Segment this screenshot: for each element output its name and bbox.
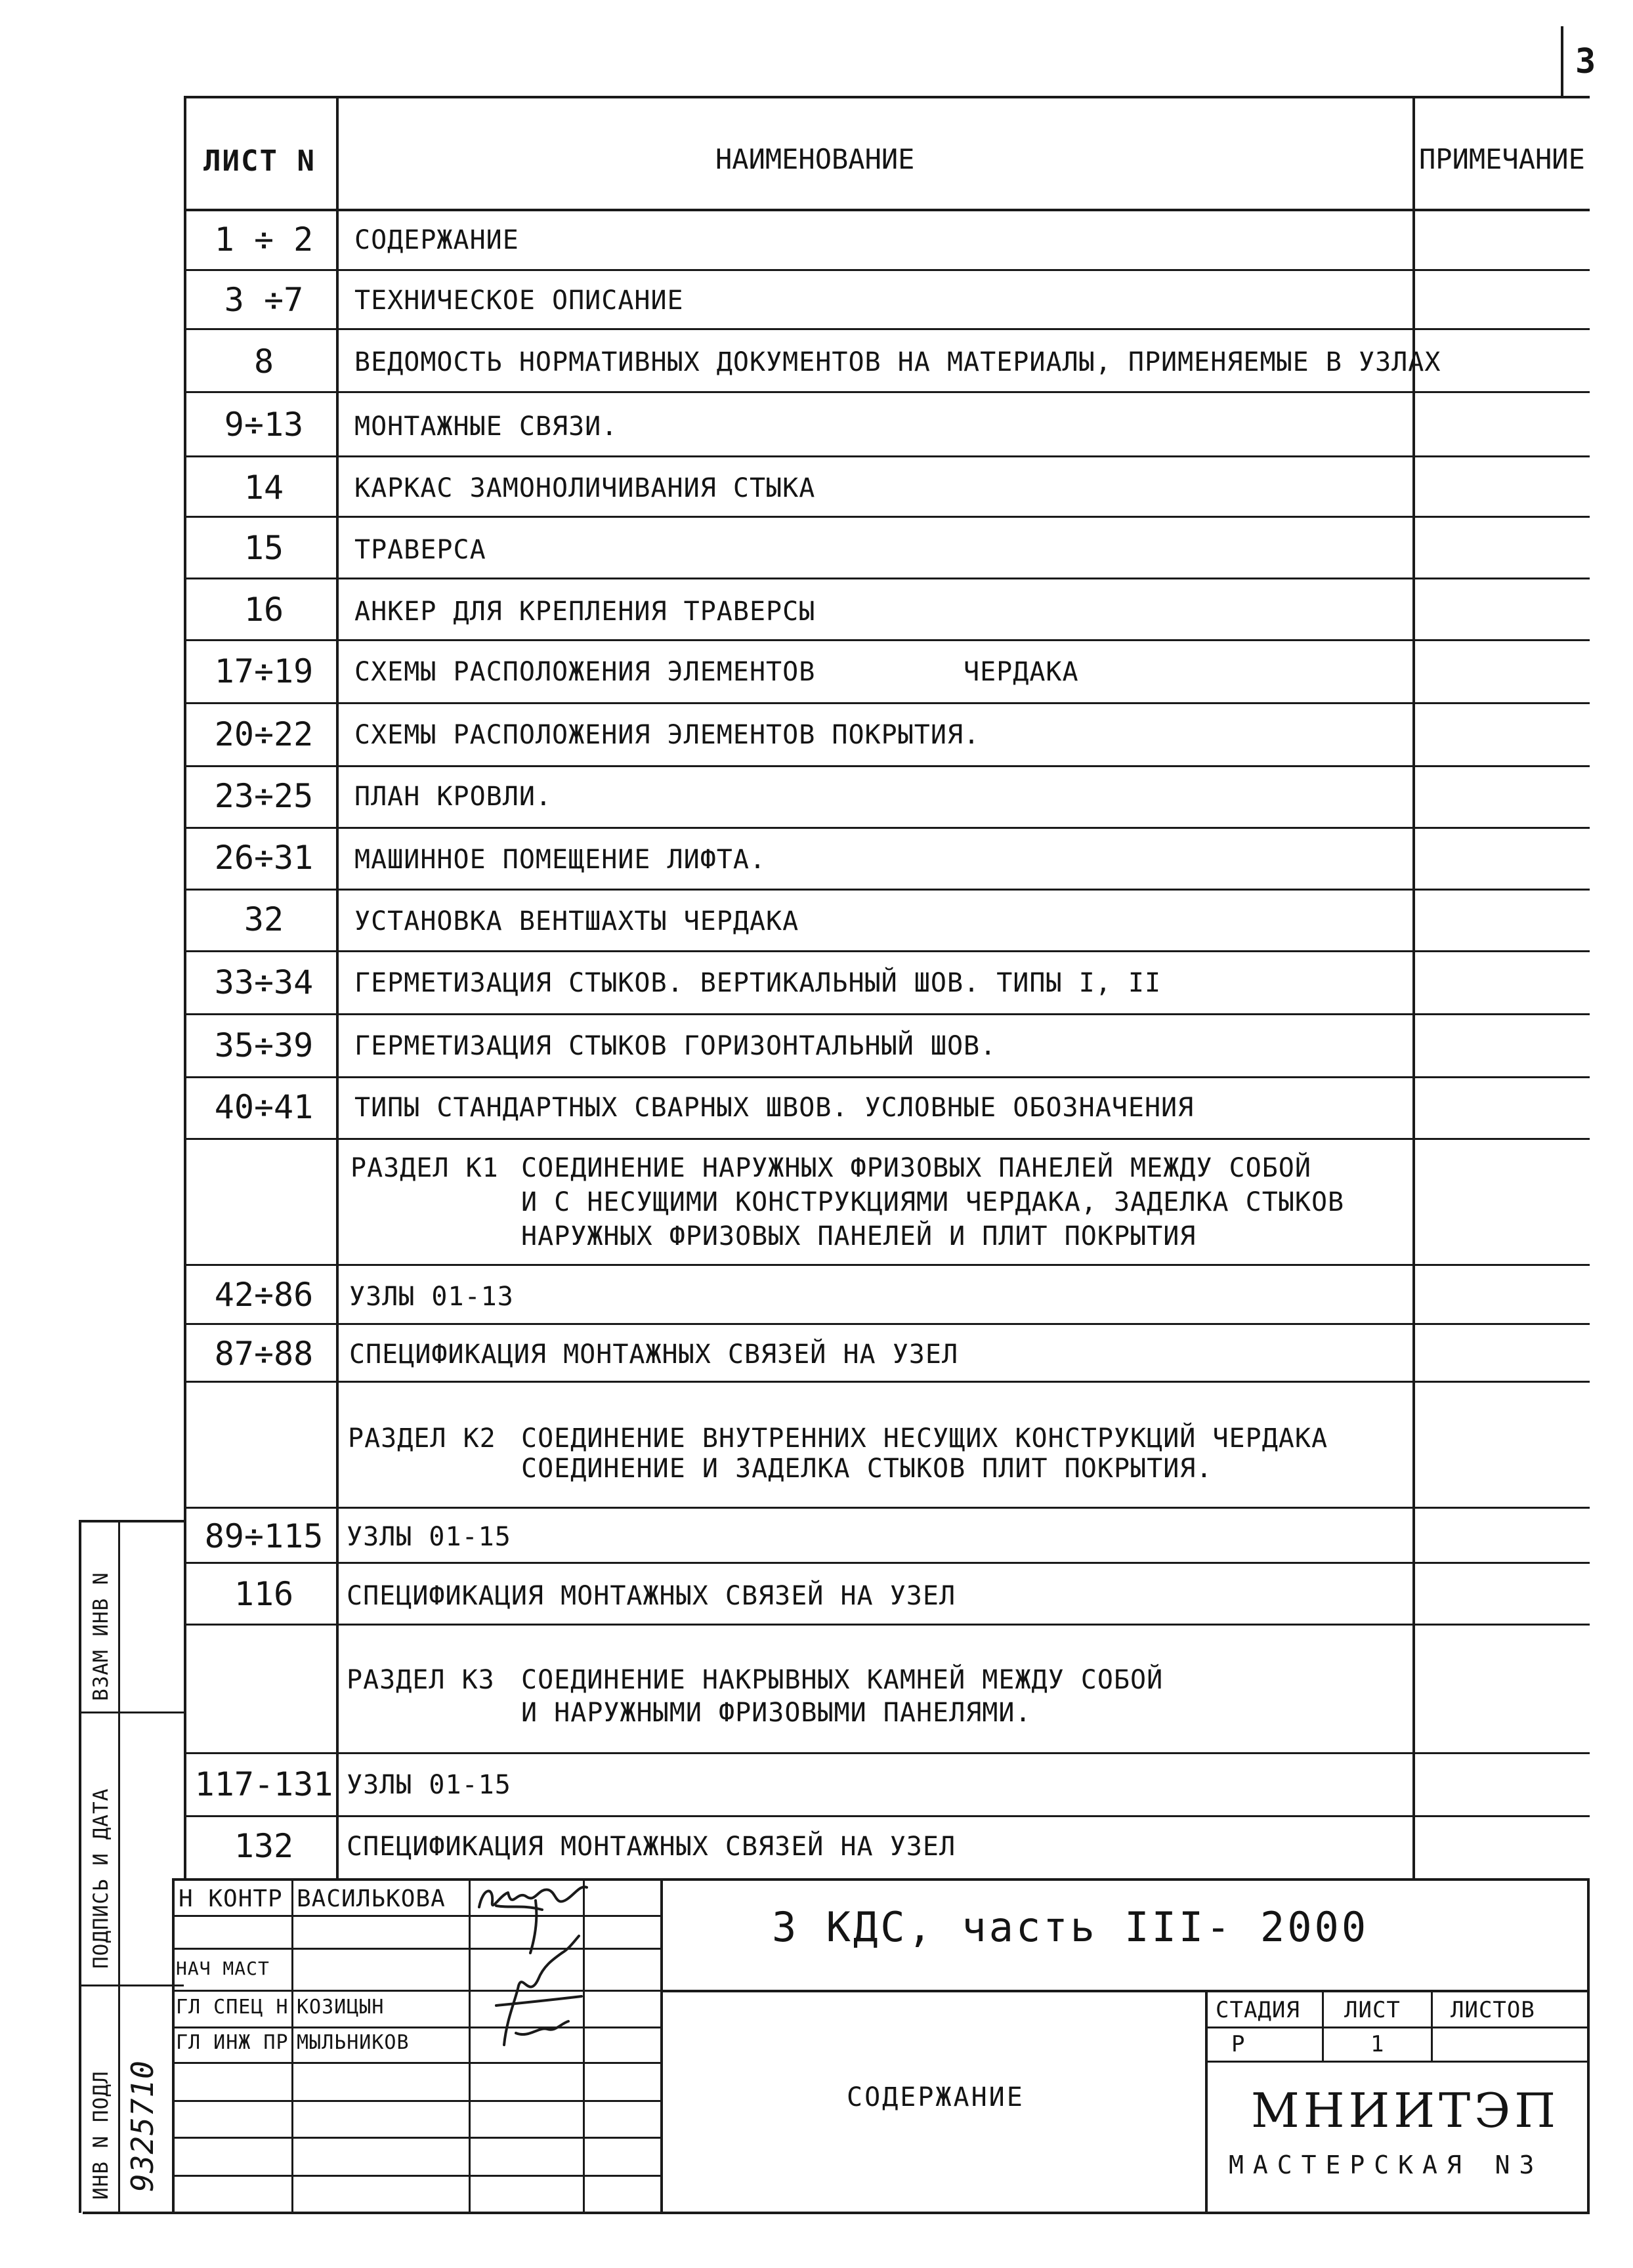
section-label: РАЗДЕЛ К3 xyxy=(347,1665,495,1695)
row-separator xyxy=(185,1076,1590,1078)
row-sheet: 8 xyxy=(253,343,274,381)
header-bottom-border xyxy=(185,209,1590,211)
side-stamp-divider xyxy=(118,1520,120,2213)
section-line: И НАРУЖНЫМИ ФРИЗОВЫМИ ПАНЕЛЯМИ. xyxy=(521,1698,1032,1728)
row-separator xyxy=(185,578,1590,579)
row-sheet: 23÷25 xyxy=(214,777,314,815)
staff-role: Н КОНТР xyxy=(179,1885,283,1912)
row-sheet: 33÷34 xyxy=(214,963,314,1001)
row-name: МОНТАЖНЫЕ СВЯЗИ. xyxy=(354,411,618,442)
title-block-right-border xyxy=(1587,1878,1590,2213)
header-sheet-number: ЛИСТ N xyxy=(203,144,316,178)
row-name: УСТАНОВКА ВЕНТШАХТЫ ЧЕРДАКА xyxy=(354,906,799,936)
row-name: АНКЕР ДЛЯ КРЕПЛЕНИЯ ТРАВЕРСЫ xyxy=(354,597,816,627)
row-name: СПЕЦИФИКАЦИЯ МОНТАЖНЫХ СВЯЗЕЙ НА УЗЕЛ xyxy=(349,1339,959,1370)
row-name: УЗЛЫ 01-13 xyxy=(349,1282,514,1312)
row-sheet: 20÷22 xyxy=(214,715,314,753)
row-sheet: 117-131 xyxy=(194,1765,333,1803)
staff-name: ВАСИЛЬКОВА xyxy=(297,1885,446,1912)
sheet-label: ЛИСТ xyxy=(1344,1997,1401,2023)
row-sheet: 14 xyxy=(244,469,284,507)
staff-row-separator xyxy=(172,2137,660,2139)
row-sheet: 116 xyxy=(234,1575,294,1613)
title-block-left-border xyxy=(172,1878,175,2213)
stage-value: Р xyxy=(1231,2031,1246,2057)
row-name: ТИПЫ СТАНДАРТНЫХ СВАРНЫХ ШВОВ. УСЛОВНЫЕ ОБОЗНАЧЕНИЯ xyxy=(354,1093,1195,1123)
title-block-mid-border xyxy=(660,1990,1588,1992)
row-name: ТРАВЕРСА xyxy=(354,535,486,565)
row-name: ПЛАН КРОВЛИ. xyxy=(354,782,552,812)
row-name: СХЕМЫ РАСПОЛОЖЕНИЯ ЭЛЕМЕНТОВ ПОКРЫТИЯ. xyxy=(354,720,981,750)
stage-col-divider xyxy=(1322,1990,1324,2061)
organization: МНИИТЭП xyxy=(1251,2083,1559,2138)
table-left-border xyxy=(184,96,186,1880)
section-line: СОЕДИНЕНИЕ НАКРЫВНЫХ КАМНЕЙ МЕЖДУ СОБОЙ xyxy=(521,1665,1164,1695)
row-separator xyxy=(185,455,1590,457)
row-separator xyxy=(185,889,1590,891)
row-sheet: 32 xyxy=(244,900,284,938)
row-sheet: 17÷19 xyxy=(214,652,314,690)
row-separator xyxy=(185,391,1590,393)
row-separator xyxy=(185,827,1590,829)
row-name: СПЕЦИФИКАЦИЯ МОНТАЖНЫХ СВЯЗЕЙ НА УЗЕЛ xyxy=(347,1832,956,1862)
row-sheet: 87÷88 xyxy=(214,1335,314,1373)
row-name: ГЕРМЕТИЗАЦИЯ СТЫКОВ ГОРИЗОНТАЛЬНЫЙ ШОВ. xyxy=(354,1031,997,1061)
staff-block-right-border xyxy=(660,1878,663,2213)
row-sheet: 35÷39 xyxy=(214,1026,314,1064)
row-sheet: 15 xyxy=(244,529,284,567)
section-label: РАЗДЕЛ К1 xyxy=(350,1153,499,1183)
row-name-extra: ЧЕРДАКА xyxy=(964,657,1079,687)
row-sheet: 132 xyxy=(234,1827,294,1865)
sheet-title-divider xyxy=(1205,1990,1208,2213)
section-line: СОЕДИНЕНИЕ И ЗАДЕЛКА СТЫКОВ ПЛИТ ПОКРЫТИЯ. xyxy=(521,1454,1213,1484)
replace-inv-label: ВЗАМ ИНВ N xyxy=(89,1572,113,1701)
row-separator xyxy=(185,1624,1590,1626)
staff-role: ГЛ СПЕЦ Н xyxy=(176,1996,289,2019)
row-separator xyxy=(185,1381,1590,1383)
workshop: МАСТЕРСКАЯ N3 xyxy=(1229,2151,1544,2179)
row-sheet: 26÷31 xyxy=(214,839,314,877)
row-name: ВЕДОМОСТЬ НОРМАТИВНЫХ ДОКУМЕНТОВ НА МАТЕРИАЛЫ, ПРИМЕНЯЕМЫЕ В УЗЛАХ xyxy=(354,347,1441,377)
row-separator xyxy=(185,1323,1590,1325)
row-separator xyxy=(185,1815,1590,1817)
staff-col-divider xyxy=(291,1878,293,2213)
row-separator xyxy=(185,702,1590,704)
signatures xyxy=(470,1881,595,2071)
row-separator xyxy=(185,950,1590,952)
sheet-title: СОДЕРЖАНИЕ xyxy=(847,2082,1025,2112)
staff-role: НАЧ МАСТ xyxy=(176,1958,270,1979)
side-stamp-separator xyxy=(79,1984,184,1986)
row-separator xyxy=(185,1752,1590,1754)
row-sheet: 89÷115 xyxy=(204,1517,324,1555)
section-line: СОЕДИНЕНИЕ НАРУЖНЫХ ФРИЗОВЫХ ПАНЕЛЕЙ МЕЖДУ СОБОЙ xyxy=(521,1153,1311,1183)
side-stamp-top xyxy=(79,1520,184,1522)
project-code: 3 КДС, часть III- 2000 xyxy=(772,1903,1369,1951)
row-sheet: 1 ÷ 2 xyxy=(214,220,314,259)
row-separator xyxy=(185,1264,1590,1266)
row-name: СОДЕРЖАНИЕ xyxy=(354,225,519,255)
section-line: СОЕДИНЕНИЕ ВНУТРЕННИХ НЕСУЩИХ КОНСТРУКЦИЙ ЧЕРДАКА xyxy=(521,1423,1328,1454)
row-separator xyxy=(185,269,1590,271)
row-separator xyxy=(185,516,1590,518)
section-label: РАЗДЕЛ К2 xyxy=(348,1423,496,1454)
inv-number-label: ИНВ N ПОДЛ xyxy=(89,2070,113,2200)
section-line: НАРУЖНЫХ ФРИЗОВЫХ ПАНЕЛЕЙ И ПЛИТ ПОКРЫТИЯ xyxy=(521,1221,1197,1251)
row-name: ГЕРМЕТИЗАЦИЯ СТЫКОВ. ВЕРТИКАЛЬНЫЙ ШОВ. ТИПЫ I, II xyxy=(354,968,1162,998)
sheets-label: ЛИСТОВ xyxy=(1451,1997,1535,2023)
row-separator xyxy=(185,639,1590,641)
staff-name: КОЗИЦЫН xyxy=(297,1996,385,2019)
row-name: УЗЛЫ 01-15 xyxy=(347,1770,511,1800)
staff-row-separator xyxy=(172,2175,660,2177)
row-separator xyxy=(185,1507,1590,1509)
title-block-bottom-border xyxy=(83,2212,1590,2214)
row-separator xyxy=(185,1013,1590,1015)
table-top-border xyxy=(185,96,1590,98)
signature-date-label: ПОДПИСЬ И ДАТА xyxy=(89,1788,113,1969)
row-separator xyxy=(185,765,1590,767)
inv-number-value: 9325710 xyxy=(125,2060,160,2192)
row-sheet: 42÷86 xyxy=(214,1276,314,1314)
row-name: УЗЛЫ 01-15 xyxy=(347,1522,511,1552)
row-name: КАРКАС ЗАМОНОЛИЧИВАНИЯ СТЫКА xyxy=(354,473,816,503)
row-sheet: 16 xyxy=(244,591,284,629)
staff-name: МЫЛЬНИКОВ xyxy=(297,2031,410,2054)
side-stamp-left-border xyxy=(79,1520,81,2213)
row-sheet: 3 ÷7 xyxy=(224,281,304,319)
row-separator xyxy=(185,328,1590,330)
page-number-divider xyxy=(1561,26,1563,97)
staff-row-separator xyxy=(172,2100,660,2102)
staff-role: ГЛ ИНЖ ПР xyxy=(176,2031,289,2054)
side-stamp-separator xyxy=(79,1712,184,1713)
stage-label: СТАДИЯ xyxy=(1216,1997,1300,2023)
stage-col-divider xyxy=(1431,1990,1433,2061)
header-name: НАИМЕНОВАНИЕ xyxy=(715,143,915,175)
row-name: СХЕМЫ РАСПОЛОЖЕНИЯ ЭЛЕМЕНТОВ xyxy=(354,657,816,687)
row-separator xyxy=(185,1562,1590,1564)
row-name: СПЕЦИФИКАЦИЯ МОНТАЖНЫХ СВЯЗЕЙ НА УЗЕЛ xyxy=(347,1581,956,1611)
row-sheet: 9÷13 xyxy=(224,406,304,444)
header-note: ПРИМЕЧАНИЕ xyxy=(1419,143,1585,175)
stage-row-separator xyxy=(1205,2026,1588,2028)
page-number: 3 xyxy=(1575,42,1596,81)
sheet-value: 1 xyxy=(1370,2031,1385,2057)
row-sheet: 40÷41 xyxy=(214,1088,314,1126)
row-name: МАШИННОЕ ПОМЕЩЕНИЕ ЛИФТА. xyxy=(354,845,767,875)
section-line: И С НЕСУЩИМИ КОНСТРУКЦИЯМИ ЧЕРДАКА, ЗАДЕЛКА СТЫКОВ xyxy=(521,1187,1345,1217)
title-block-top-border xyxy=(172,1878,1590,1881)
row-name: ТЕХНИЧЕСКОЕ ОПИСАНИЕ xyxy=(354,285,684,316)
row-separator xyxy=(185,1138,1590,1140)
stage-row-separator xyxy=(1205,2061,1588,2063)
